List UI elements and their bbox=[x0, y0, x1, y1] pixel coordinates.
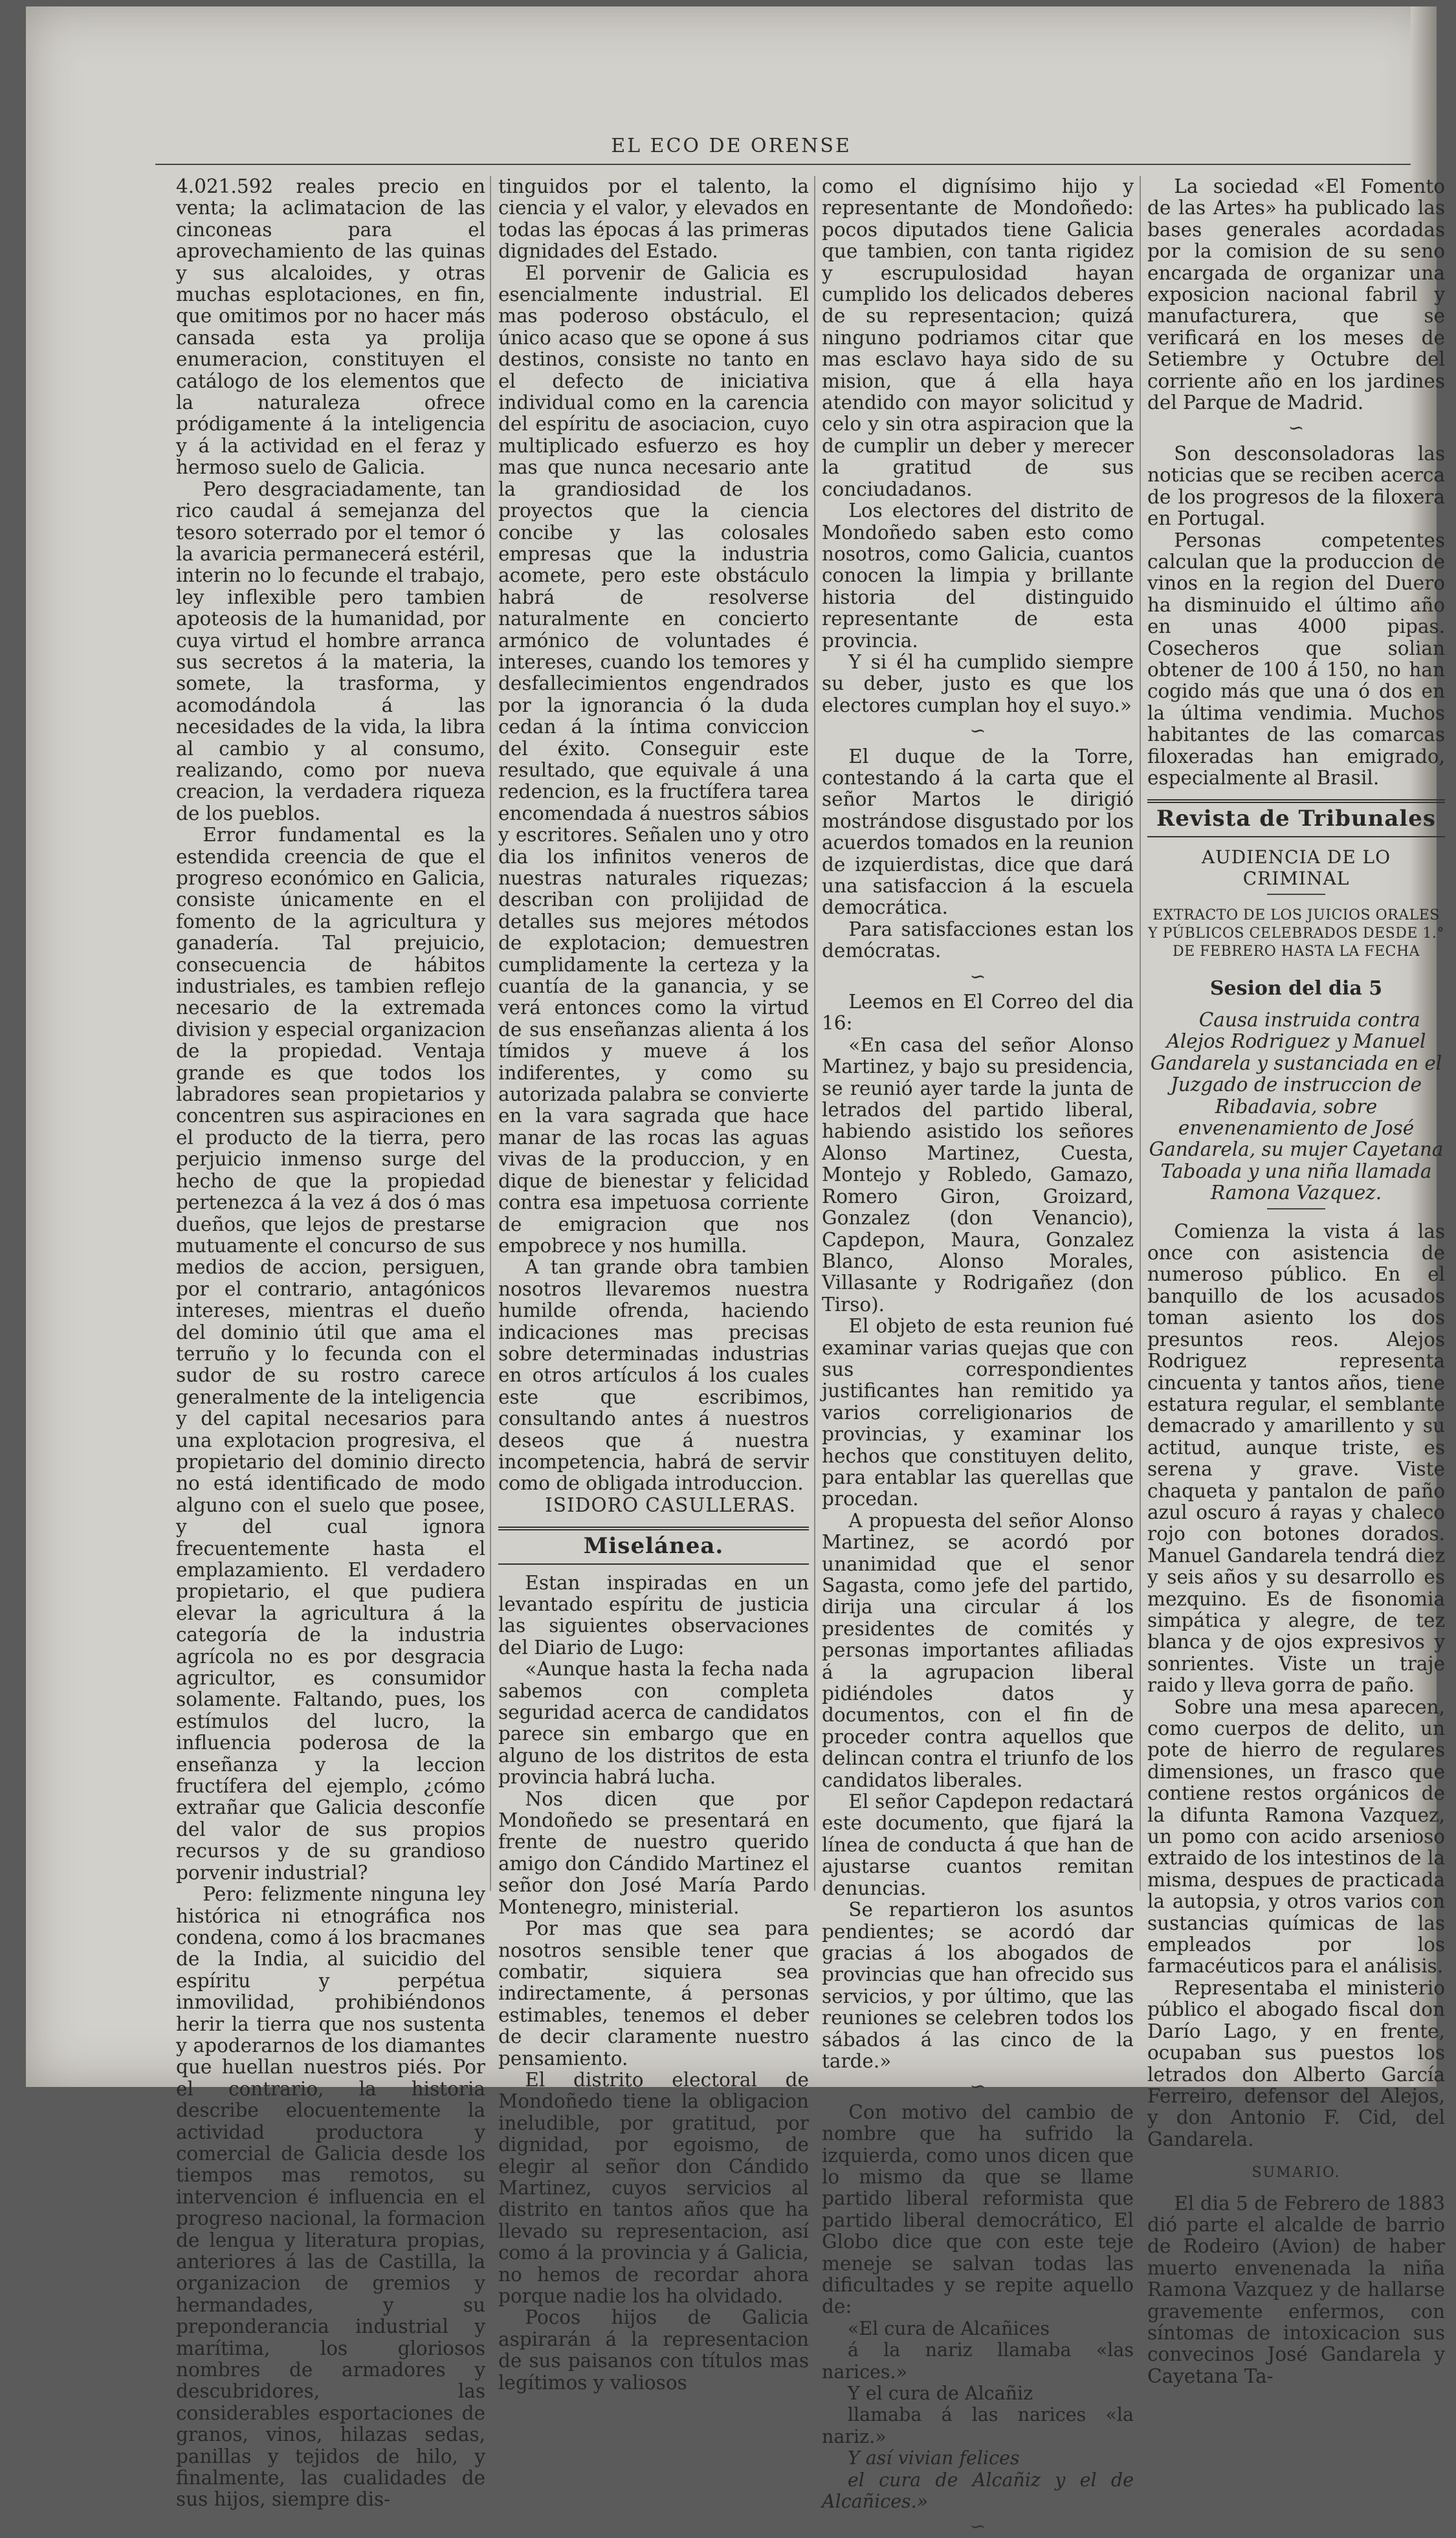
newspaper-header-title: EL ECO DE ORENSE bbox=[611, 135, 852, 157]
summary-heading: SUMARIO. bbox=[1252, 2165, 1341, 2181]
news-paragraph: como el dignísimo hijo y representante de Mondoñedo: pocos diputados tiene Galicia que tambien, con tanta rigidez y escrupulosidad hayan cumplido los delicados deberes de su representacion; quizá ninguno podriamos citar que mas esclavo haya sido de su mision, que á ella haya atendido con mayor solicitud y celo y sin otra aspiracion que la de cumplir un deber y merecer la gratitud de sus conciudadanos. bbox=[822, 175, 1134, 500]
extract-heading: EXTRACTO DE LOS JUICIOS ORALES Y PÚBLICOS CELEBRADOS DESDE 1.° DE FEBRERO HASTA LA FECHA bbox=[1148, 907, 1444, 960]
news-paragraph: Son desconsoladoras las noticias que se reciben acerca de los progresos de la filoxera en Portugal. bbox=[1147, 442, 1445, 530]
news-paragraph: La sociedad «El Fomento de las Artes» ha publicado las bases generales acordadas por la comision de su seno encargada de organizar una exposicion nacional fabril y manufacturera, que se verificará en los meses de Setiembre y Octubre del corriente año en los jardines del Parque de Madrid. bbox=[1147, 175, 1445, 414]
news-paragraph: «Aunque hasta la fecha nada sabemos con completa seguridad acerca de candidatos parece sin embargo que en alguno de los distritos de esta provincia habrá lucha. bbox=[498, 1658, 809, 1789]
column-3 bbox=[822, 175, 1134, 2538]
column-2 bbox=[498, 175, 809, 2394]
news-paragraph: Para satisfacciones estan los demócratas. bbox=[822, 918, 1134, 962]
article-paragraph: El porvenir de Galicia es esencialmente industrial. El mas poderoso obstáculo, el único acaso que se opone á sus destinos, consiste no tanto en el defecto de iniciativa individual como en la carencia del espíritu de asociacion, cuyo multiplicado esfuerzo es hoy mas que nunca necesario ante la grandiosidad de los proyectos que la ciencia concibe y las colosales empresas que la industria acomete, pero este obstáculo habrá de resolverse naturalmente en concierto armónico de voluntades é intereses, cuando los temores y desfallecimientos engendrados por la ignorancia ó la duda cedan á la íntima conviccion del éxito. Conseguir este resultado, que equivale á una redencion, es la fructífera tarea encomendada á nuestros sábios y escritores. Señalen uno y otro dia los infinitos veneros de nuestras naturales riquezas; describan con prolijidad de detalles sus mejores métodos de explotacion; demuestren cumplidamente la certeza y la cuantía de la ganancia, y se verá entonces como la virtud de sus enseñanzas alienta á los tímidos y mueve á los indiferentes, y como su autorizada palabra se convierte en la vara sagrada que hace manar de las rocas las aguas vivas de la produccion, y en dique de bienestar y felicidad contra esa impetuosa corriente de emigracion que nos empobrece y nos humilla. bbox=[498, 261, 809, 1257]
author-signature: ISIDORO CASULLERAS. bbox=[545, 1494, 796, 1516]
news-paragraph: Personas competentes calculan que la produccion de vinos en la region del Duero ha disminuido el último año en unas 4000 pipas. Cosecheros que solian obtener de 100 á 150, no han cogido más que una ó dos en la última vendimia. Muchos habitantes de las comarcas filoxeradas han emigrado, especialmente al Brasil. bbox=[1147, 529, 1445, 789]
verse-line: el cura de Alcañiz y el de Alcañices.» bbox=[822, 2469, 1134, 2513]
news-paragraph: El duque de la Torre, contestando á la carta que el señor Martos le dirigió mostrándose disgustado por los acuerdos tomados en la reunion de izquierdistas, dice que dará una satisfaccion á la escuela democrática. bbox=[822, 745, 1134, 919]
header-rule bbox=[155, 164, 1411, 165]
case-description: Causa instruida contra Alejos Rodriguez y Manuel Gandarela y sustanciada en el Juzgado de instruccion de Ribadavia, sobre envenenamiento de José Gandarela, su mujer Cayetana Taboada y una niña llamada Ramona Vazquez. bbox=[1149, 1009, 1444, 1204]
ornament-divider-icon: ∽ bbox=[1288, 417, 1305, 440]
ornament-divider-icon: ∽ bbox=[969, 2515, 986, 2538]
session-heading: Sesion del dia 5 bbox=[1209, 977, 1383, 1000]
small-rule bbox=[1267, 894, 1325, 895]
column-1 bbox=[176, 175, 485, 2511]
article-paragraph: Pero: felizmente ninguna ley histórica ni etnográfica nos condena, como á los bracmanes de la India, al suicidio del espíritu y perpétua inmovilidad, prohibiéndonos herir la tierra que nos sustenta y apoderarnos de los diamantes que huellan nuestros piés. Por el contrario, la historia describe elocuentemente la actividad productora y comercial de Galicia desde los tiempos mas remotos, su intervencion é influencia en el progreso nacional, la formacion de lengua y literatura propias, anteriores á las de Castilla, la organizacion de gremios y hermandades, y su preponderancia industrial y marítima, los gloriosos nombres de armadores y descubridores, las considerables esportaciones de granos, vinos, hilazas sedas, panillas y tejidos de hilo, y finalmente, las cualidades de sus hijos, siempre dis- bbox=[176, 1883, 485, 2511]
section-header-miscelanea bbox=[498, 1527, 809, 1564]
section-header-tribunales bbox=[1147, 799, 1445, 837]
news-paragraph: Con motivo del cambio de nombre que ha sufrido la izquierda, como unos dicen que lo mismo da que se llame partido liberal reformista que partido liberal democrático, El Globo dice que con este teje meneje se salvan todas las dificultades y se repite aquello de: bbox=[822, 2101, 1134, 2318]
article-paragraph: tinguidos por el talento, la ciencia y el valor, y elevados en todas las épocas á las primeras dignidades del Estado. bbox=[498, 175, 809, 263]
news-paragraph: «En casa del señor Alonso Martinez, y bajo su presidencia, se reunió ayer tarde la junta de letrados del partido liberal, habiendo asistido los señores Alonso Martinez, Cuesta, Montejo y Robledo, Gamazo, Romero Giron, Groizard, Gonzalez (don Venancio), Capdepon, Maura, Gonzalez Blanco, Alonso Morales, Villasante y Rodrigañez (don Tirso). bbox=[822, 1033, 1134, 1316]
news-paragraph: Pocos hijos de Galicia aspirarán á la representacion de sus paisanos con títulos mas legítimos y valiosos bbox=[498, 2306, 809, 2394]
news-paragraph: Leemos en El Correo del dia 16: bbox=[822, 991, 1134, 1035]
verse-line: «El cura de Alcañices bbox=[847, 2317, 1050, 2339]
article-paragraph: 4.021.592 reales precio en venta; la aclimatacion de las cinconeas para el aprovechamiento de las quinas y sus alcaloides, y otras muchas esplotaciones, en fin, que omitimos por no hacer más cansada esta ya prolija enumeracion, constituyen el catálogo de los elementos que la naturaleza ofrece pródigamente á la inteligencia y á la actividad en el feraz y hermoso suelo de Galicia. bbox=[176, 175, 485, 479]
news-paragraph: El objeto de esta reunion fué examinar varias quejas que con sus correspondientes justificantes han remitido ya varios correligionarios de provincias, y examinar los hechos que constituyen delito, para entablar las querellas que procedan. bbox=[822, 1315, 1134, 1510]
news-paragraph: El dia 5 de Febrero de 1883 dió parte el alcalde de barrio de Rodeiro (Avion) de haber muerto envenenada la niña Ramona Vazquez y de hallarse gravemente enfermos, con síntomas de intoxicacion sus convecinos José Gandarela y Cayetana Ta- bbox=[1147, 2192, 1445, 2387]
news-paragraph: Y si él ha cumplido siempre su deber, justo es que los electores cumplan hoy el suyo.» bbox=[822, 650, 1134, 716]
article-paragraph: Pero desgraciadamente, tan rico caudal á semejanza del tesoro soterrado por el temor ó la avaricia permanecerá estéril, interin no lo fecunde el trabajo, ley inflexible pero tambien apoteosis de la humanidad, por cuya virtud el hombre arranca sus secretos á la materia, la somete, la trasforma, y acomodándola á las necesidades de la vida, la libra al cambio y al consumo, realizando, como por nueva creacion, la verdadera riqueza de los pueblos. bbox=[176, 478, 485, 824]
news-paragraph: Por mas que sea para nosotros sensible tener que combatir, siquiera sea indirectamente, á personas estimables, tenemos el deber de decir claramente nuestro pensamiento. bbox=[498, 1917, 809, 2069]
news-paragraph: Los electores del distrito de Mondoñedo saben esto como nosotros, como Galicia, cuantos conocen la limpia y brillante historia del distinguido representante de esta provincia. bbox=[822, 500, 1134, 652]
small-rule bbox=[1267, 1208, 1325, 1209]
news-paragraph: El señor Capdepon redactará este documento, que fijará la línea de conducta á que han de ajustarse cuantos remitan denuncias. bbox=[822, 1791, 1134, 1899]
article-paragraph: A tan grande obra tambien nosotros llevaremos nuestra humilde ofrenda, haciendo indicaciones mas precisas sobre determinadas industrias en otros artículos á los cuales este que escribimos, consultando antes á nuestros deseos que á nuestra incompetencia, habrá de servir como de obligada introduccion. bbox=[498, 1256, 809, 1495]
ornament-divider-icon: ∽ bbox=[969, 720, 986, 743]
news-paragraph: Nos dicen que por Mondoñedo se presentará en frente de nuestro querido amigo don Cándido Martinez el señor don José María Pardo Montenegro, ministerial. bbox=[498, 1787, 809, 1918]
verse-line: á la nariz llamaba «las narices.» bbox=[822, 2339, 1134, 2383]
section-title: Revista de Tribunales bbox=[1156, 806, 1437, 832]
ornament-divider-icon: ∽ bbox=[969, 965, 986, 988]
news-paragraph: Representaba el ministerio público el abogado fiscal don Darío Lago, y en frente, ocupaban sus puestos los letrados don Alberto García Ferreiro, defensor del Alejos, y don Antonio F. Cid, del Gandarela. bbox=[1147, 1976, 1445, 2150]
newspaper-page bbox=[26, 6, 1445, 2538]
subsection-title: AUDIENCIA DE LO CRIMINAL bbox=[1201, 846, 1391, 890]
column-divider bbox=[1140, 176, 1141, 1891]
verse-line: Y así vivian felices bbox=[847, 2447, 1020, 2469]
column-4 bbox=[1147, 175, 1445, 2387]
verse-line: llamaba á las narices «la nariz.» bbox=[822, 2404, 1134, 2447]
column-divider bbox=[490, 176, 491, 1891]
column-divider bbox=[814, 176, 815, 1891]
verse-line: Y el cura de Alcañiz bbox=[847, 2383, 1033, 2405]
ornament-divider-icon: ∽ bbox=[969, 2075, 986, 2099]
news-paragraph: El distrito electoral de Mondoñedo tiene la obligacion ineludible, por gratitud, por dignidad, por egoismo, de elegir al señor don Cándido Martinez, cuyos servicios al distrito en tantos años que ha llevado su representacion, así como á la provincia y á Galicia, no hemos de recordar ahora porque nadie los ha olvidado. bbox=[498, 2068, 809, 2307]
news-paragraph: Estan inspiradas en un levantado espíritu de justicia las siguientes observaciones del Diario de Lugo: bbox=[498, 1571, 809, 1659]
news-paragraph: Se repartieron los asuntos pendientes; se acordó dar gracias á los abogados de provincias que han ofrecido sus servicios, y por último, que las reuniones se celebren todos los sábados á las cinco de la tarde.» bbox=[822, 1899, 1134, 2072]
news-paragraph: A propuesta del señor Alonso Martinez, se acordó por unanimidad que el senor Sagasta, como jefe del partido, dirija una circular á los presidentes de comités y personas importantes afiliadas á la agrupacion liberal pidiéndoles datos y documentos, con el fin de proceder contra aquellos que delincan contra el triunfo de los candidatos liberales. bbox=[822, 1509, 1134, 1791]
section-title: Miselánea. bbox=[583, 1533, 724, 1560]
news-paragraph: Sobre una mesa aparecen, como cuerpos de delito, un pote de hierro de regulares dimensiones, un frasco que contiene restos orgánicos de la difunta Ramona Vazquez, un pomo con acido arsenioso extraido de los intestinos de la misma, despues de practicada la autopsia, y otros varios con sustancias químicas de las empleados por los farmacéuticos para el análisis. bbox=[1147, 1695, 1445, 1978]
article-paragraph: Error fundamental es la estendida creencia de que el progreso económico en Galicia, consiste únicamente en el fomento de la agricultura y ganadería. Tal prejuicio, consecuencia de hábitos industriales, es tambien reflejo necesario de la extremada division y especial organizacion de la propiedad. Ventaja grande es que todos los labradores sean propietarios y concentren sus aspiraciones en el producto de la tierra, pero perjuicio inmenso surge del hecho de que la propiedad pertenezca á la vez á dos ó mas dueños, que lejos de prestarse mutuamente el concurso de sus medios de accion, persiguen, por el contrario, antagónicos intereses, mientras el dueño del dominio útil que ama el terruño y lo fecunda con el sudor de su rostro carece generalmente de la inteligencia y del capital necesarios para una explotacion progresiva, el propietario del dominio directo no está identificado de modo alguno con el suelo que posee, y del cual ignora frecuentemente hasta el emplazamiento. El verdadero propietario, el que pudiera elevar la agricultura á la categoría de la industria agrícola no es por desgracia agricultor, es consumidor solamente. Faltando, pues, los estímulos del lucro, la influencia poderosa de la enseñanza y la leccion fructífera del ejemplo, ¿cómo extrañar que Galicia desconfíe del valor de sus propios recursos y de su grandioso porvenir industrial? bbox=[176, 824, 485, 1884]
news-paragraph: Comienza la vista á las once con asistencia de numeroso público. En el banquillo de los acusados toman asiento los dos presuntos reos. Alejos Rodriguez representa cincuenta y tantos años, tiene estatura regular, el semblante demacrado y amarillento y su actitud, aunque triste, es serena y grave. Viste chaqueta y pantalon de paño azul oscuro á rayas y chaleco rojo con botones dorados. Manuel Gandarela tendrá diez y seis años y su desarrollo es mezquino. Es de fisonomia simpática y alegre, de tez blanca y de ojos expresivos y sonrientes. Viste un traje raido y lleva gorra de paño. bbox=[1147, 1220, 1445, 1697]
